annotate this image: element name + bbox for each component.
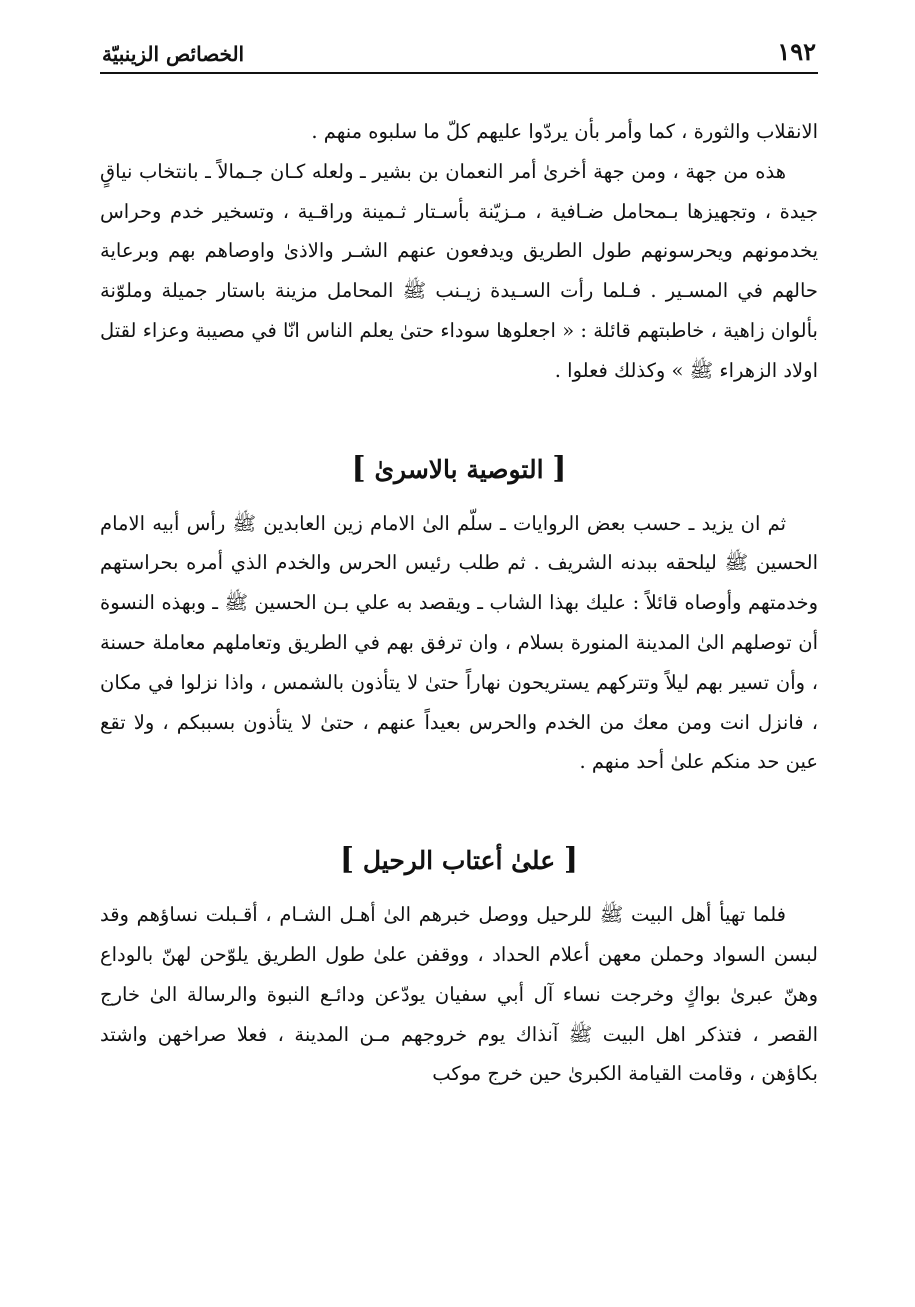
heading-title: التوصية بالاسرىٰ [374,454,544,484]
running-header [100,26,818,74]
book-title: الخصائص الزينبيّة [102,42,245,66]
paragraph-captives: ثم ان يزيد ـ حسب بعض الروايات ـ سلّم الىٰ الامام زين العابدين ﷺ رأس أبيه الامام الحسين ﷺ ليلحقه ببدنه الشريف . ثم طلب رئيس الحرس والخدم الذي أمره بحراستهم وخدمتهم وأوصاه قائلاً : عليك بهذا الشاب ـ ويقصد به علي بـن الحسين ﷺ ـ وبهذه النسوة أن توصلهم الىٰ المدينة المنورة بسلام ، وان ترفق بهم في الطريق وتعاملهم معاملة حسنة ، وأن تسير بهم ليلاً وتتركهم يستريحون نهاراً حتىٰ لا يتأذون بالشمس ، واذا نزلوا في مكان ، فانزل انت ومن معك من الخدم والحرس بعيداً عنهم ، حتىٰ لا يتأذون بسببكم ، ولا تقع عين حد منكم علىٰ أحد منهم . [100,511,818,774]
heading-bracket-close: ] [351,450,366,486]
page-number: ١٩٢ [777,37,816,66]
heading-title: علىٰ أعتاب الرحيل [362,846,556,876]
paragraph-camels-preparation: هذه من جهة ، ومن جهة أخرىٰ أمر النعمان بن بشير ـ ولعله كـان جـمالاً ـ بانتخاب نياقٍ جيدة ، وتجهيزها بـمحامل ضـافية ، مـزيّنة بأسـتار ثـمينة وراقـية ، وتسخير خدم وحراس يخدمونهم ويحرسونهم طول الطريق ويدفعون عنهم الشـر والاذىٰ واوصاهم بهم وبرعاية حالهم في المسـير . فـلما رأت السـيدة زيـنب ﷺ المحامل مزينة باستار جميلة وملوّنة بألوان زاهية ، خاطبتهم قائلة : « اجعلوها سوداء حتىٰ يعلم الناس انّا في مصيبة وعزاء لقتل اولاد الزهراء ﷺ » وكذلك فعلوا . [100,159,818,382]
paragraph-departure: فلما تهيأ أهل البيت ﷺ للرحيل ووصل خبرهم الىٰ أهـل الشـام ، أقـبلت نساؤهم وقد لبسن السواد وحملن معهن أعلام الحداد ، ووقفن علىٰ طول الطريق يلوّحن لهنّ بالوداع وهنّ عبرىٰ بواكٍ وخرجت نساء آل أبي سفيان يودّعن ودائـع النبوة والرسالة الىٰ خارج القصر ، فتذكر اهل البيت ﷺ آنذاك يوم خروجهم مـن المدينة ، فعلا صراخهن واشتد بكاؤهن ، وقامت القيامة الكبرىٰ حين خرج موكب [100,903,818,1086]
heading-bracket-open: [ [563,842,579,878]
paragraph-continuation: الانقلاب والثورة ، كما وأمر بأن يردّوا عليهم كلّ ما سلبوه منهم . [311,120,818,143]
heading-bracket-close: ] [339,842,355,878]
book-page [100,26,818,1094]
section-heading-captives [100,449,818,490]
heading-bracket-open: [ [552,450,567,486]
section-heading-departure [100,840,818,881]
